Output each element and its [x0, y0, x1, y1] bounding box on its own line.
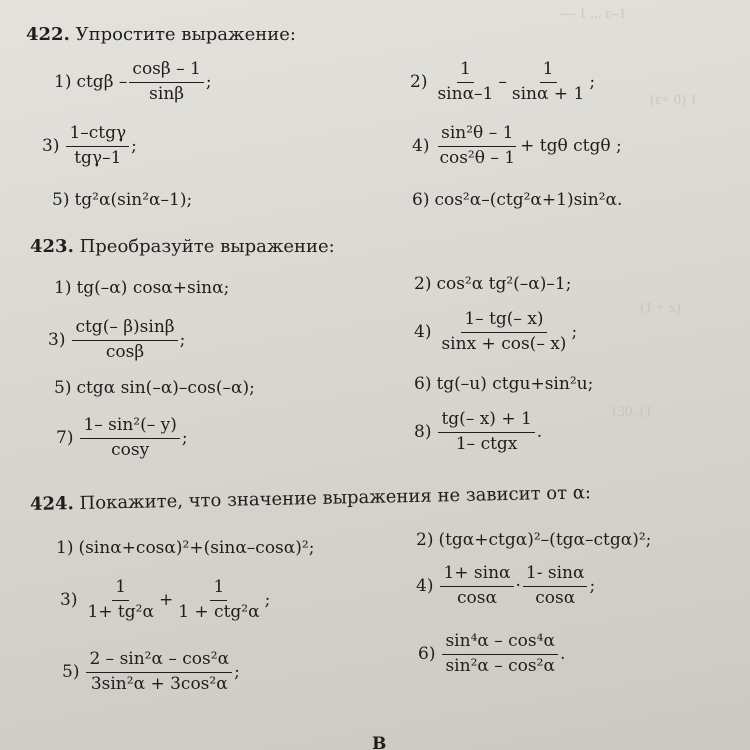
- problem-422-heading: [26, 24, 296, 45]
- exercise-423-2: [414, 274, 571, 294]
- numerator: 1: [112, 578, 129, 601]
- item-label: 2): [414, 274, 432, 295]
- punctuation: .: [559, 643, 566, 664]
- numerator: 1: [210, 578, 227, 601]
- numerator: 1– sin²(– y): [80, 416, 179, 439]
- numerator: tg(– x) + 1: [438, 410, 534, 433]
- item-label: 1): [56, 538, 74, 559]
- expression-text: cos²α–(ctg²α+1)sin²α.: [434, 190, 623, 210]
- exercise-422-1: [54, 60, 212, 104]
- denominator: 1+ tg²α: [87, 601, 154, 622]
- numerator: cosβ – 1: [129, 60, 203, 83]
- bleed-through-text: 130. (1: [610, 404, 653, 420]
- item-label: 5): [52, 190, 70, 211]
- denominator: cosβ: [105, 341, 145, 362]
- expression-text: tg²α(sin²α–1);: [74, 190, 193, 210]
- item-label: 1): [54, 278, 72, 299]
- problem-title: Упростите выражение:: [75, 24, 296, 45]
- fraction: [442, 632, 558, 676]
- expression-text: + tgθ ctgθ ;: [520, 135, 622, 156]
- operator: +: [158, 589, 174, 610]
- problem-title: Покажите, что значение выражения не зависит от α:: [79, 482, 592, 514]
- item-label: 7): [56, 428, 74, 449]
- exercise-423-7: [56, 416, 188, 460]
- item-label: 2): [416, 530, 434, 551]
- item-label: 6): [418, 644, 436, 665]
- fraction: [436, 124, 518, 168]
- item-label: 2): [410, 72, 428, 93]
- bleed-through-text: (1 + x): [640, 300, 681, 316]
- punctuation: ;: [131, 135, 137, 156]
- numerator: 1- sinα: [523, 564, 588, 587]
- punctuation: .: [536, 421, 543, 442]
- denominator: sinx + cos(– x): [441, 333, 567, 354]
- item-label: 3): [48, 330, 66, 351]
- punctuation: ;: [264, 589, 271, 610]
- punctuation: ;: [571, 321, 578, 342]
- denominator: cosα: [535, 587, 576, 608]
- exercise-422-5: [52, 190, 192, 210]
- expression-text: cos²α tg²(–α)–1;: [436, 274, 572, 294]
- fraction: [84, 578, 156, 622]
- problem-424-heading: [30, 482, 591, 515]
- exercise-424-5: [62, 650, 240, 694]
- exercise-422-6: [412, 190, 622, 210]
- item-label: 5): [54, 378, 72, 399]
- expression-text: (sinα+cosα)²+(sinα–cosα)²;: [78, 538, 315, 558]
- exercise-423-4: [414, 310, 577, 354]
- denominator: cosα: [457, 587, 497, 608]
- item-label: 5): [62, 662, 80, 683]
- denominator: sinα–1: [437, 83, 494, 104]
- denominator: cos²θ – 1: [439, 147, 516, 168]
- numerator: sin⁴α – cos⁴α: [442, 632, 558, 655]
- exercise-424-6: [418, 632, 565, 676]
- bleed-through-text: — 1 ... ε–1: [560, 6, 627, 22]
- fraction: [86, 650, 232, 694]
- exercise-424-4: [416, 564, 595, 608]
- exercise-424-3: [60, 578, 270, 622]
- exercise-423-6: [414, 374, 593, 394]
- problem-title: Преобразуйте выражение:: [79, 236, 335, 257]
- denominator: 1– ctgx: [455, 433, 518, 454]
- operator: –: [498, 71, 507, 92]
- punctuation: ;: [205, 71, 212, 92]
- denominator: tgγ–1: [74, 147, 122, 168]
- expression-text: ctgα sin(–α)–cos(–α);: [76, 378, 255, 398]
- punctuation: ;: [589, 71, 596, 92]
- fraction: [438, 310, 569, 354]
- fraction: [434, 60, 496, 104]
- item-label: 4): [416, 576, 434, 597]
- fraction: [66, 124, 129, 168]
- numerator: 1–ctgγ: [66, 124, 129, 147]
- item-label: 6): [414, 374, 432, 395]
- expression-text: tg(–α) cosα+sinα;: [76, 278, 230, 298]
- exercise-423-3: [48, 318, 185, 362]
- expression-text: ctgβ –: [76, 71, 128, 92]
- item-label: 1): [54, 72, 72, 93]
- denominator: sin²α – cos²α: [445, 655, 555, 676]
- exercise-422-4: [412, 124, 622, 168]
- numerator: 2 – sin²α – cos²α: [86, 650, 232, 673]
- denominator: sinβ: [149, 83, 185, 104]
- numerator: 1: [457, 60, 474, 83]
- denominator: 3sin²α + 3cos²α: [90, 673, 228, 694]
- exercise-424-2: [416, 530, 651, 550]
- punctuation: ;: [589, 575, 596, 596]
- item-label: 8): [414, 422, 432, 443]
- fraction: [523, 564, 588, 608]
- item-label: 6): [412, 190, 430, 211]
- fraction: [129, 60, 203, 104]
- fraction: [440, 564, 513, 608]
- fraction: [80, 416, 179, 460]
- page-footer-letter: В: [372, 734, 387, 750]
- numerator: sin²θ – 1: [438, 124, 516, 147]
- item-label: 4): [414, 322, 432, 343]
- denominator: cosy: [111, 439, 150, 460]
- expression-text: tg(–u) ctgu+sin²u;: [436, 374, 594, 394]
- operator: ·: [515, 575, 521, 596]
- fraction: [509, 60, 587, 104]
- problem-number: 423.: [30, 236, 74, 257]
- numerator: 1: [540, 60, 557, 83]
- exercise-423-5: [54, 378, 255, 398]
- bleed-through-text: (ɛ+ 0) 1: [650, 92, 698, 108]
- denominator: 1 + ctg²α: [178, 601, 260, 622]
- item-label: 4): [412, 136, 430, 157]
- exercise-422-3: [42, 124, 137, 168]
- exercise-423-8: [414, 410, 542, 454]
- numerator: ctg(– β)sinβ: [72, 318, 177, 341]
- punctuation: ;: [181, 427, 188, 448]
- fraction: [175, 578, 262, 622]
- exercise-423-1: [54, 278, 229, 298]
- fraction: [72, 318, 177, 362]
- item-label: 3): [60, 590, 78, 611]
- problem-423-heading: [30, 236, 335, 257]
- expression-text: (tgα+ctgα)²–(tgα–ctgα)²;: [438, 530, 652, 550]
- item-label: 3): [42, 136, 60, 157]
- numerator: 1+ sinα: [440, 564, 513, 587]
- punctuation: ;: [179, 329, 186, 350]
- fraction: [438, 410, 534, 454]
- problem-number: 422.: [26, 24, 70, 45]
- exercise-424-1: [56, 538, 314, 558]
- denominator: sinα + 1: [511, 83, 585, 104]
- exercise-422-2: [410, 60, 595, 104]
- numerator: 1– tg(– x): [461, 310, 546, 333]
- problem-number: 424.: [29, 493, 75, 515]
- punctuation: ;: [234, 661, 240, 682]
